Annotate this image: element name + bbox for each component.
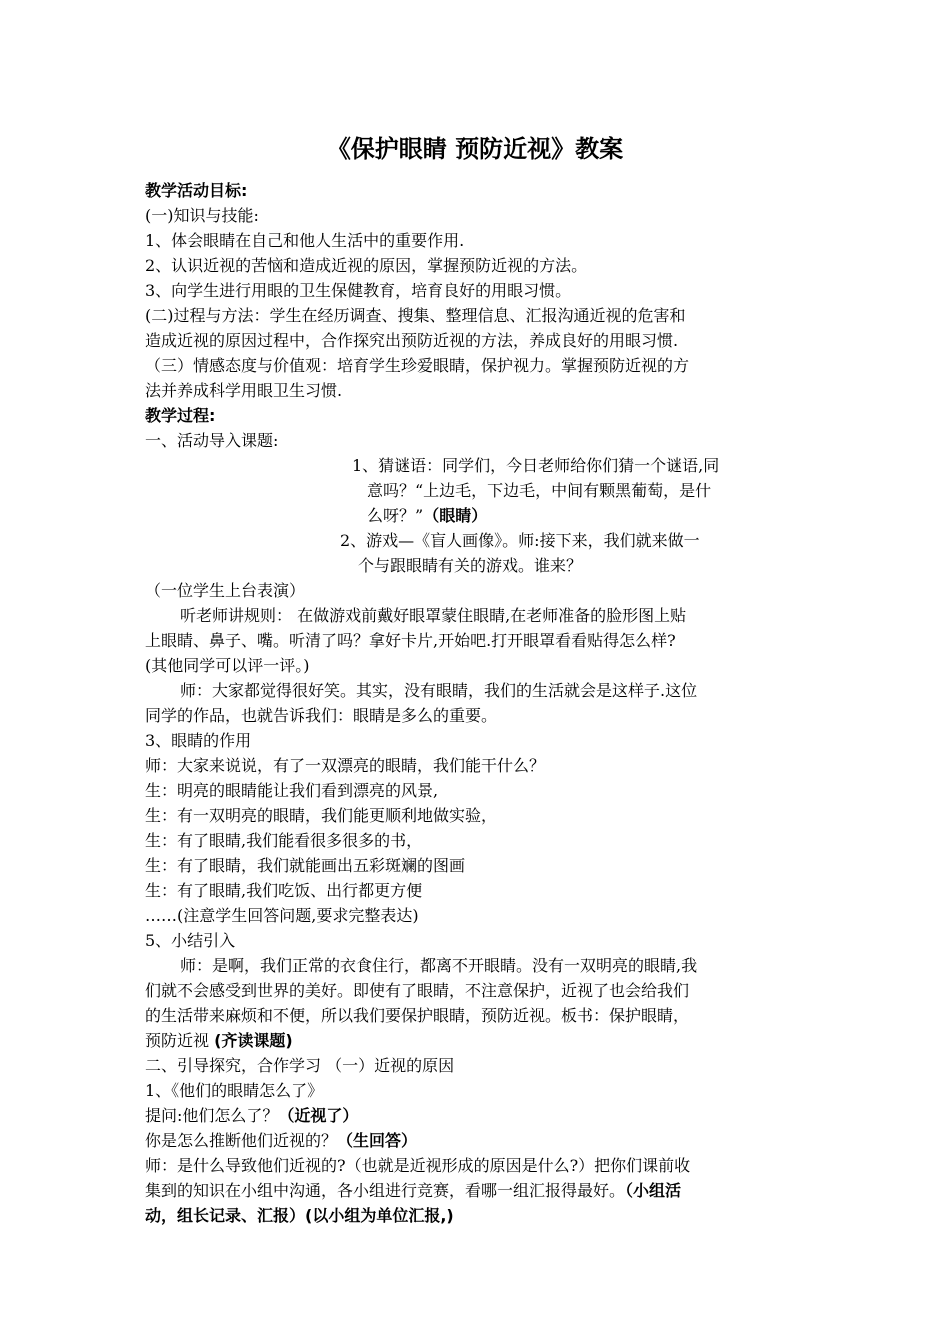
text-line	[145, 1205, 825, 1227]
text-line	[145, 705, 825, 727]
text-line	[145, 905, 825, 927]
line-text: 教学活动目标:	[145, 181, 248, 200]
line-text: 3、向学生进行用眼的卫生保健教育，培育良好的用眼习惯。	[145, 281, 572, 300]
text-line	[145, 655, 825, 677]
line-text: 上眼睛、鼻子、嘴。听清了吗？拿好卡片,开始吧.打开眼罩看看贴得怎么样?	[145, 631, 676, 650]
line-text: （一位学生上台表演）	[145, 581, 306, 600]
line-text: 法并养成科学用眼卫生习惯.	[145, 381, 343, 400]
line-text: 3、眼睛的作用	[145, 731, 252, 750]
line-emphasis: （近视了）	[278, 1106, 359, 1125]
text-line	[180, 955, 860, 977]
line-emphasis: (齐读课题)	[214, 1031, 293, 1050]
line-text: 生：有一双明亮的眼睛，我们能更顺利地做实验，	[145, 806, 498, 825]
text-line	[145, 1155, 825, 1177]
text-line	[145, 1180, 825, 1202]
line-text: 同学的作品，也就告诉我们：眼睛是多么的重要。	[145, 706, 498, 725]
line-text: 师：大家都觉得很好笑。其实，没有眼睛，我们的生活就会是这样子.这位	[180, 681, 698, 700]
line-text: 1、体会眼睛在自己和他人生活中的重要作用.	[145, 231, 465, 250]
line-text: 么呀？”	[367, 506, 424, 525]
text-line	[180, 680, 860, 702]
line-emphasis: （小组活	[625, 1181, 682, 1200]
line-text: 生：明亮的眼睛能让我们看到漂亮的风景,	[145, 781, 439, 800]
text-line	[145, 930, 825, 952]
line-text: （三）情感态度与价值观：培育学生珍爱眼睛，保护视力。掌握预防近视的方	[145, 356, 690, 375]
line-text: (二)过程与方法：学生在经历调查、搜集、整理信息、汇报沟通近视的危害和	[145, 306, 686, 325]
line-text: 2、认识近视的苦恼和造成近视的原因，掌握预防近视的方法。	[145, 256, 588, 275]
text-line	[145, 355, 825, 377]
line-text: 师：是啊，我们正常的衣食住行，都离不开眼睛。没有一双明亮的眼睛,我	[180, 956, 698, 975]
text-line	[145, 580, 825, 602]
text-line	[145, 330, 825, 352]
text-line	[145, 780, 825, 802]
text-line	[340, 530, 820, 552]
line-text: 1、猜谜语：同学们，今日老师给你们猜一个谜语,同	[352, 456, 720, 475]
line-text: 集到的知识在小组中沟通，各小组进行竞赛，看哪一组汇报得最好。	[145, 1181, 626, 1200]
line-text: 你是怎么推断他们近视的？	[145, 1131, 338, 1150]
text-line	[145, 305, 825, 327]
text-line	[145, 755, 825, 777]
text-line	[145, 205, 825, 227]
text-line	[145, 830, 825, 852]
text-line	[145, 280, 825, 302]
line-text: 5、小结引入	[145, 931, 236, 950]
text-line	[367, 505, 827, 527]
text-line	[145, 980, 825, 1002]
line-emphasis: （眼睛）	[423, 506, 488, 525]
line-text: 们就不会感受到世界的美好。即使有了眼睛，不注意保护，近视了也会给我们	[145, 981, 690, 1000]
text-line	[367, 480, 827, 502]
line-text: 意吗？“上边毛，下边毛，中间有颗黑葡萄，是什	[367, 481, 712, 500]
text-line	[145, 1130, 825, 1152]
line-emphasis: （生回答）	[337, 1131, 418, 1150]
line-text: 的生活带来麻烦和不便，所以我们要保护眼睛，预防近视。板书：保护眼睛，	[145, 1006, 690, 1025]
line-text: 2、游戏—《盲人画像》。师:接下来，我们就来做一	[340, 531, 700, 550]
line-text: 二、引导探究，合作学习 （一）近视的原因	[145, 1056, 455, 1075]
text-line	[180, 605, 860, 627]
line-text: 动，组长记录、汇报）(以小组为单位汇报,)	[145, 1206, 454, 1225]
line-text: (一)知识与技能:	[145, 206, 259, 225]
text-line	[145, 1030, 825, 1052]
text-line	[145, 880, 825, 902]
text-line	[358, 555, 828, 577]
text-line	[145, 255, 825, 277]
line-text: 1、《他们的眼睛怎么了》	[145, 1081, 324, 1100]
document-title: 《保护眼睛 预防近视》教案	[326, 135, 624, 163]
text-line	[145, 630, 825, 652]
text-line	[352, 455, 822, 477]
line-text: 造成近视的原因过程中，合作探究出预防近视的方法，养成良好的用眼习惯.	[145, 331, 679, 350]
text-line	[145, 405, 825, 427]
line-text: 预防近视	[145, 1031, 215, 1050]
line-text: 教学过程:	[145, 406, 216, 425]
text-line	[145, 1105, 825, 1127]
line-text: 生：有了眼睛,我们能看很多很多的书，	[145, 831, 423, 850]
line-text: 师：是什么导致他们近视的?（也就是近视形成的原因是什么?）把你们课前收	[145, 1156, 691, 1175]
text-line	[145, 380, 825, 402]
text-line	[145, 430, 825, 452]
text-line	[145, 230, 825, 252]
line-text: 个与跟眼睛有关的游戏。谁来？	[358, 556, 583, 575]
line-text: 提问:他们怎么了？	[145, 1106, 279, 1125]
text-line	[145, 730, 825, 752]
line-text: 一、活动导入课题:	[145, 431, 279, 450]
line-text: 生：有了眼睛，我们就能画出五彩斑斓的图画	[145, 856, 466, 875]
line-text: ……(注意学生回答问题,要求完整表达)	[145, 906, 419, 925]
line-text: (其他同学可以评一评。)	[145, 656, 310, 675]
text-line	[145, 1055, 825, 1077]
line-text: 师：大家来说说，有了一双漂亮的眼睛，我们能干什么？	[145, 756, 546, 775]
text-line	[145, 1080, 825, 1102]
text-line	[145, 180, 825, 202]
text-line	[145, 1005, 825, 1027]
text-line	[145, 805, 825, 827]
line-text: 生：有了眼睛,我们吃饭、出行都更方便	[145, 881, 423, 900]
line-text: 听老师讲规则： 在做游戏前戴好眼罩蒙住眼睛,在老师准备的脸形图上贴	[180, 606, 687, 625]
text-line	[145, 855, 825, 877]
